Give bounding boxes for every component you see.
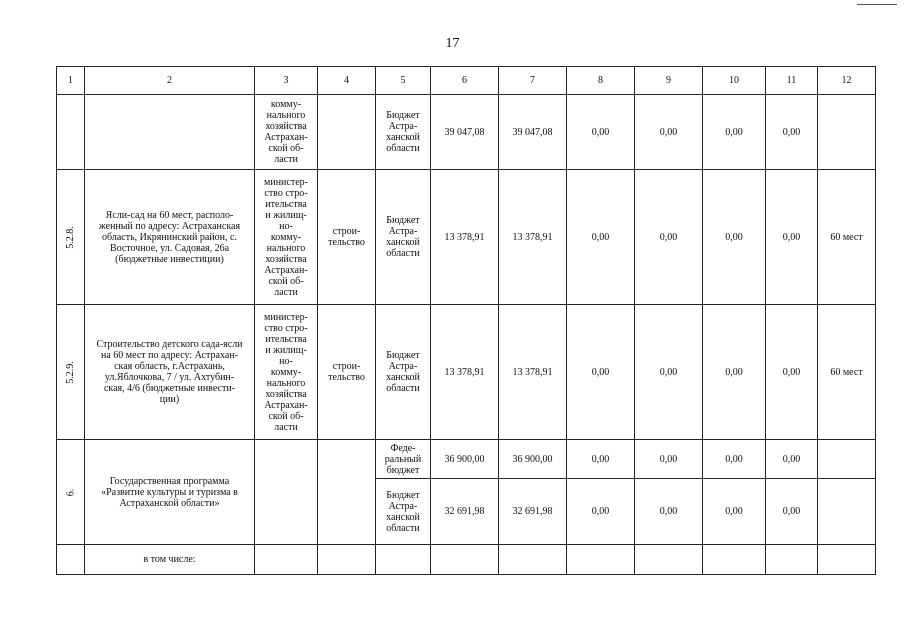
cell-10: 0,00: [703, 95, 766, 170]
cell-8: 0,00: [567, 95, 635, 170]
corner-mark: [857, 0, 897, 5]
cell-8: 0,00: [567, 305, 635, 440]
header-cell: 6: [431, 67, 499, 95]
cell-12: [818, 440, 876, 479]
cell-12: 60 мест: [818, 305, 876, 440]
cell-12: 60 мест: [818, 170, 876, 305]
cell-10: 0,00: [703, 170, 766, 305]
cell-9: 0,00: [635, 440, 703, 479]
row-source: Бюджет Астра- ханской области: [376, 479, 431, 545]
table-row: [57, 440, 876, 479]
row-type: [318, 95, 376, 170]
header-cell: 7: [499, 67, 567, 95]
cell-12: [818, 95, 876, 170]
including-label: в том числе:: [85, 545, 255, 575]
row-number-text: 5.2.9.: [65, 360, 76, 384]
header-cell: 9: [635, 67, 703, 95]
row-source: Феде- ральный бюджет: [376, 440, 431, 479]
empty-cell: [376, 545, 431, 575]
cell-6: 39 047,08: [431, 95, 499, 170]
header-cell: 4: [318, 67, 376, 95]
cell-7: 39 047,08: [499, 95, 567, 170]
cell-9: 0,00: [635, 305, 703, 440]
header-row: [57, 67, 876, 95]
header-cell: 5: [376, 67, 431, 95]
cell-6: 13 378,91: [431, 170, 499, 305]
cell-7: 36 900,00: [499, 440, 567, 479]
row-executor: комму- нального хозяйства Астрахан- ской об- ласти: [255, 95, 318, 170]
table-row: [57, 170, 876, 305]
cell-10: 0,00: [703, 440, 766, 479]
cell-6: 36 900,00: [431, 440, 499, 479]
row-executor: [255, 440, 318, 545]
cell-10: 0,00: [703, 305, 766, 440]
row-source: Бюджет Астра- ханской области: [376, 95, 431, 170]
cell-10: 0,00: [703, 479, 766, 545]
row-executor: министер- ство стро- ительства и жилищ- но- комму- нального хозяйства Астрахан- ской об- ласти: [255, 305, 318, 440]
cell-8: 0,00: [567, 170, 635, 305]
row-type: строи- тельство: [318, 170, 376, 305]
header-cell: 8: [567, 67, 635, 95]
row-name: Строительство детского сада-ясли на 60 мест по адресу: Астрахан- ская область, г.Астрахань, ул.Яблочкова, 7 / ул. Ахтубин- ская, 4/6 (бюджетные инвести- ции): [85, 305, 255, 440]
table-row: [57, 545, 876, 575]
page-number: 17: [445, 36, 460, 51]
row-number: [57, 440, 85, 545]
row-number-text: 6.: [65, 488, 76, 496]
empty-cell: [766, 545, 818, 575]
header-cell: 11: [766, 67, 818, 95]
empty-cell: [818, 545, 876, 575]
cell-9: 0,00: [635, 95, 703, 170]
table-row: [57, 95, 876, 170]
cell-9: 0,00: [635, 479, 703, 545]
header-cell: 10: [703, 67, 766, 95]
empty-cell: [703, 545, 766, 575]
header-cell: 2: [85, 67, 255, 95]
row-name: [85, 95, 255, 170]
empty-cell: [431, 545, 499, 575]
cell-11: 0,00: [766, 170, 818, 305]
row-number: [57, 95, 85, 170]
header-cell: 1: [57, 67, 85, 95]
cell-6: 13 378,91: [431, 305, 499, 440]
cell-12: [818, 479, 876, 545]
row-number: [57, 305, 85, 440]
cell-11: 0,00: [766, 95, 818, 170]
row-type: [318, 440, 376, 545]
cell-9: 0,00: [635, 170, 703, 305]
row-source: Бюджет Астра- ханской области: [376, 170, 431, 305]
empty-cell: [499, 545, 567, 575]
row-number-text: 5.2.8.: [65, 225, 76, 249]
row-executor: министер- ство стро- ительства и жилищ- но- комму- нального хозяйства Астрахан- ской об- ласти: [255, 170, 318, 305]
cell-7: 32 691,98: [499, 479, 567, 545]
empty-cell: [318, 545, 376, 575]
cell-11: 0,00: [766, 305, 818, 440]
program-name: Государственная программа «Развитие культуры и туризма в Астраханской области»: [85, 440, 255, 545]
cell-11: 0,00: [766, 440, 818, 479]
budget-table: [56, 66, 876, 575]
table-row: [57, 305, 876, 440]
row-number: [57, 545, 85, 575]
row-source: Бюджет Астра- ханской области: [376, 305, 431, 440]
cell-6: 32 691,98: [431, 479, 499, 545]
header-cell: 12: [818, 67, 876, 95]
cell-8: 0,00: [567, 479, 635, 545]
row-name: Ясли-сад на 60 мест, располо- женный по адресу: Астраханская область, Икрянинский район, с. Восточное, ул. Садовая, 26а (бюджетные инвестиции): [85, 170, 255, 305]
row-type: строи- тельство: [318, 305, 376, 440]
empty-cell: [255, 545, 318, 575]
cell-7: 13 378,91: [499, 305, 567, 440]
empty-cell: [567, 545, 635, 575]
empty-cell: [635, 545, 703, 575]
header-cell: 3: [255, 67, 318, 95]
cell-7: 13 378,91: [499, 170, 567, 305]
row-number: [57, 170, 85, 305]
cell-11: 0,00: [766, 479, 818, 545]
cell-8: 0,00: [567, 440, 635, 479]
